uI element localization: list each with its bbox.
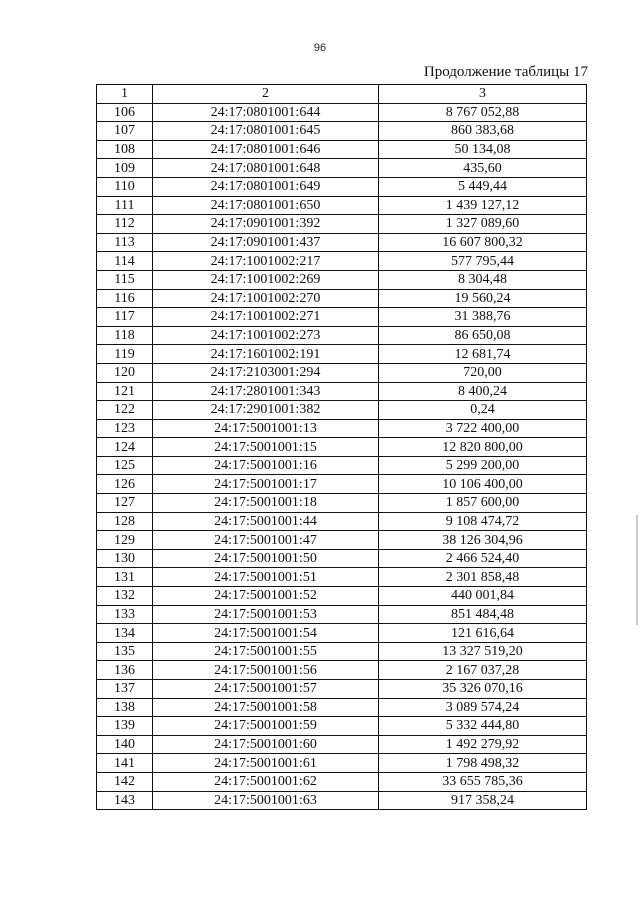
table-row bbox=[97, 177, 587, 196]
data-table bbox=[96, 84, 587, 810]
amount-cell: 31 388,76 bbox=[379, 308, 587, 327]
cadastral-number-cell: 24:17:5001001:59 bbox=[153, 717, 379, 736]
cadastral-number-cell: 24:17:5001001:60 bbox=[153, 735, 379, 754]
amount-cell: 16 607 800,32 bbox=[379, 233, 587, 252]
amount-cell: 5 449,44 bbox=[379, 177, 587, 196]
table-row bbox=[97, 735, 587, 754]
amount-cell: 19 560,24 bbox=[379, 289, 587, 308]
cadastral-number-cell: 24:17:5001001:52 bbox=[153, 587, 379, 606]
row-number-cell: 110 bbox=[97, 177, 153, 196]
cadastral-number-cell: 24:17:5001001:50 bbox=[153, 549, 379, 568]
table-row bbox=[97, 363, 587, 382]
table-row bbox=[97, 568, 587, 587]
cadastral-number-cell: 24:17:5001001:17 bbox=[153, 475, 379, 494]
table-row bbox=[97, 159, 587, 178]
column-header: 1 bbox=[97, 85, 153, 104]
amount-cell: 577 795,44 bbox=[379, 252, 587, 271]
table-row bbox=[97, 642, 587, 661]
row-number-cell: 133 bbox=[97, 605, 153, 624]
amount-cell: 917 358,24 bbox=[379, 791, 587, 810]
table-row bbox=[97, 791, 587, 810]
cadastral-number-cell: 24:17:5001001:55 bbox=[153, 642, 379, 661]
table-row bbox=[97, 698, 587, 717]
table-continuation-caption: Продолжение таблицы 17 bbox=[423, 64, 588, 80]
cadastral-number-cell: 24:17:1001002:273 bbox=[153, 326, 379, 345]
row-number-cell: 116 bbox=[97, 289, 153, 308]
row-number-cell: 138 bbox=[97, 698, 153, 717]
table-row bbox=[97, 345, 587, 364]
amount-cell: 1 492 279,92 bbox=[379, 735, 587, 754]
table-header-row bbox=[97, 85, 587, 104]
table-row bbox=[97, 252, 587, 271]
table-row bbox=[97, 754, 587, 773]
amount-cell: 8 767 052,88 bbox=[379, 103, 587, 122]
row-number-cell: 117 bbox=[97, 308, 153, 327]
page-number: 96 bbox=[313, 42, 327, 54]
cadastral-number-cell: 24:17:5001001:44 bbox=[153, 512, 379, 531]
cadastral-number-cell: 24:17:2901001:382 bbox=[153, 401, 379, 420]
cadastral-number-cell: 24:17:2103001:294 bbox=[153, 363, 379, 382]
cadastral-number-cell: 24:17:5001001:63 bbox=[153, 791, 379, 810]
cadastral-number-cell: 24:17:1001002:269 bbox=[153, 270, 379, 289]
amount-cell: 3 089 574,24 bbox=[379, 698, 587, 717]
table-row bbox=[97, 233, 587, 252]
amount-cell: 50 134,08 bbox=[379, 140, 587, 159]
row-number-cell: 140 bbox=[97, 735, 153, 754]
amount-cell: 440 001,84 bbox=[379, 587, 587, 606]
amount-cell: 12 820 800,00 bbox=[379, 438, 587, 457]
amount-cell: 2 167 037,28 bbox=[379, 661, 587, 680]
table-row bbox=[97, 475, 587, 494]
amount-cell: 5 299 200,00 bbox=[379, 456, 587, 475]
table-row bbox=[97, 549, 587, 568]
row-number-cell: 129 bbox=[97, 531, 153, 550]
row-number-cell: 120 bbox=[97, 363, 153, 382]
cadastral-number-cell: 24:17:5001001:51 bbox=[153, 568, 379, 587]
row-number-cell: 114 bbox=[97, 252, 153, 271]
amount-cell: 13 327 519,20 bbox=[379, 642, 587, 661]
row-number-cell: 134 bbox=[97, 624, 153, 643]
row-number-cell: 113 bbox=[97, 233, 153, 252]
amount-cell: 38 126 304,96 bbox=[379, 531, 587, 550]
cadastral-number-cell: 24:17:1001002:270 bbox=[153, 289, 379, 308]
column-header: 2 bbox=[153, 85, 379, 104]
cadastral-number-cell: 24:17:5001001:13 bbox=[153, 419, 379, 438]
cadastral-number-cell: 24:17:0901001:437 bbox=[153, 233, 379, 252]
row-number-cell: 125 bbox=[97, 456, 153, 475]
cadastral-number-cell: 24:17:0901001:392 bbox=[153, 215, 379, 234]
cadastral-number-cell: 24:17:0801001:645 bbox=[153, 122, 379, 141]
table-row bbox=[97, 494, 587, 513]
cadastral-number-cell: 24:17:1001002:217 bbox=[153, 252, 379, 271]
amount-cell: 121 616,64 bbox=[379, 624, 587, 643]
table-row bbox=[97, 308, 587, 327]
cadastral-number-cell: 24:17:0801001:650 bbox=[153, 196, 379, 215]
table-row bbox=[97, 438, 587, 457]
table-row bbox=[97, 270, 587, 289]
cadastral-number-cell: 24:17:5001001:53 bbox=[153, 605, 379, 624]
table-row bbox=[97, 587, 587, 606]
table-row bbox=[97, 196, 587, 215]
amount-cell: 9 108 474,72 bbox=[379, 512, 587, 531]
row-number-cell: 131 bbox=[97, 568, 153, 587]
table-row bbox=[97, 140, 587, 159]
row-number-cell: 135 bbox=[97, 642, 153, 661]
table-row bbox=[97, 419, 587, 438]
amount-cell: 10 106 400,00 bbox=[379, 475, 587, 494]
table-row bbox=[97, 289, 587, 308]
amount-cell: 1 798 498,32 bbox=[379, 754, 587, 773]
amount-cell: 3 722 400,00 bbox=[379, 419, 587, 438]
cadastral-number-cell: 24:17:0801001:646 bbox=[153, 140, 379, 159]
amount-cell: 33 655 785,36 bbox=[379, 772, 587, 791]
row-number-cell: 112 bbox=[97, 215, 153, 234]
table-row bbox=[97, 122, 587, 141]
cadastral-number-cell: 24:17:2801001:343 bbox=[153, 382, 379, 401]
amount-cell: 35 326 070,16 bbox=[379, 680, 587, 699]
amount-cell: 12 681,74 bbox=[379, 345, 587, 364]
amount-cell: 2 301 858,48 bbox=[379, 568, 587, 587]
amount-cell: 860 383,68 bbox=[379, 122, 587, 141]
row-number-cell: 132 bbox=[97, 587, 153, 606]
table-row bbox=[97, 401, 587, 420]
row-number-cell: 108 bbox=[97, 140, 153, 159]
amount-cell: 86 650,08 bbox=[379, 326, 587, 345]
row-number-cell: 106 bbox=[97, 103, 153, 122]
amount-cell: 8 400,24 bbox=[379, 382, 587, 401]
cadastral-number-cell: 24:17:5001001:61 bbox=[153, 754, 379, 773]
cadastral-number-cell: 24:17:5001001:58 bbox=[153, 698, 379, 717]
amount-cell: 1 327 089,60 bbox=[379, 215, 587, 234]
row-number-cell: 122 bbox=[97, 401, 153, 420]
row-number-cell: 123 bbox=[97, 419, 153, 438]
table-row bbox=[97, 103, 587, 122]
cadastral-number-cell: 24:17:1001002:271 bbox=[153, 308, 379, 327]
row-number-cell: 119 bbox=[97, 345, 153, 364]
table-row bbox=[97, 772, 587, 791]
table-row bbox=[97, 382, 587, 401]
cadastral-number-cell: 24:17:5001001:57 bbox=[153, 680, 379, 699]
table-row bbox=[97, 680, 587, 699]
table-row bbox=[97, 326, 587, 345]
row-number-cell: 139 bbox=[97, 717, 153, 736]
row-number-cell: 115 bbox=[97, 270, 153, 289]
table-row bbox=[97, 717, 587, 736]
cadastral-number-cell: 24:17:0801001:644 bbox=[153, 103, 379, 122]
cadastral-number-cell: 24:17:5001001:54 bbox=[153, 624, 379, 643]
table-row bbox=[97, 605, 587, 624]
row-number-cell: 111 bbox=[97, 196, 153, 215]
cadastral-number-cell: 24:17:5001001:56 bbox=[153, 661, 379, 680]
row-number-cell: 107 bbox=[97, 122, 153, 141]
cadastral-number-cell: 24:17:5001001:15 bbox=[153, 438, 379, 457]
cadastral-number-cell: 24:17:5001001:18 bbox=[153, 494, 379, 513]
scan-edge-artifact bbox=[636, 515, 638, 625]
amount-cell: 5 332 444,80 bbox=[379, 717, 587, 736]
cadastral-number-cell: 24:17:0801001:648 bbox=[153, 159, 379, 178]
table-row bbox=[97, 661, 587, 680]
cadastral-number-cell: 24:17:5001001:47 bbox=[153, 531, 379, 550]
amount-cell: 1 439 127,12 bbox=[379, 196, 587, 215]
amount-cell: 720,00 bbox=[379, 363, 587, 382]
row-number-cell: 130 bbox=[97, 549, 153, 568]
table-row bbox=[97, 531, 587, 550]
cadastral-number-cell: 24:17:5001001:62 bbox=[153, 772, 379, 791]
amount-cell: 8 304,48 bbox=[379, 270, 587, 289]
amount-cell: 1 857 600,00 bbox=[379, 494, 587, 513]
row-number-cell: 137 bbox=[97, 680, 153, 699]
amount-cell: 851 484,48 bbox=[379, 605, 587, 624]
row-number-cell: 118 bbox=[97, 326, 153, 345]
row-number-cell: 128 bbox=[97, 512, 153, 531]
row-number-cell: 127 bbox=[97, 494, 153, 513]
row-number-cell: 136 bbox=[97, 661, 153, 680]
amount-cell: 0,24 bbox=[379, 401, 587, 420]
cadastral-number-cell: 24:17:5001001:16 bbox=[153, 456, 379, 475]
column-header: 3 bbox=[379, 85, 587, 104]
row-number-cell: 121 bbox=[97, 382, 153, 401]
amount-cell: 435,60 bbox=[379, 159, 587, 178]
row-number-cell: 143 bbox=[97, 791, 153, 810]
row-number-cell: 124 bbox=[97, 438, 153, 457]
table-row bbox=[97, 215, 587, 234]
row-number-cell: 142 bbox=[97, 772, 153, 791]
table-row bbox=[97, 624, 587, 643]
cadastral-number-cell: 24:17:1601002:191 bbox=[153, 345, 379, 364]
row-number-cell: 141 bbox=[97, 754, 153, 773]
cadastral-number-cell: 24:17:0801001:649 bbox=[153, 177, 379, 196]
row-number-cell: 126 bbox=[97, 475, 153, 494]
table-body bbox=[97, 103, 587, 810]
amount-cell: 2 466 524,40 bbox=[379, 549, 587, 568]
table-row bbox=[97, 512, 587, 531]
row-number-cell: 109 bbox=[97, 159, 153, 178]
table-row bbox=[97, 456, 587, 475]
